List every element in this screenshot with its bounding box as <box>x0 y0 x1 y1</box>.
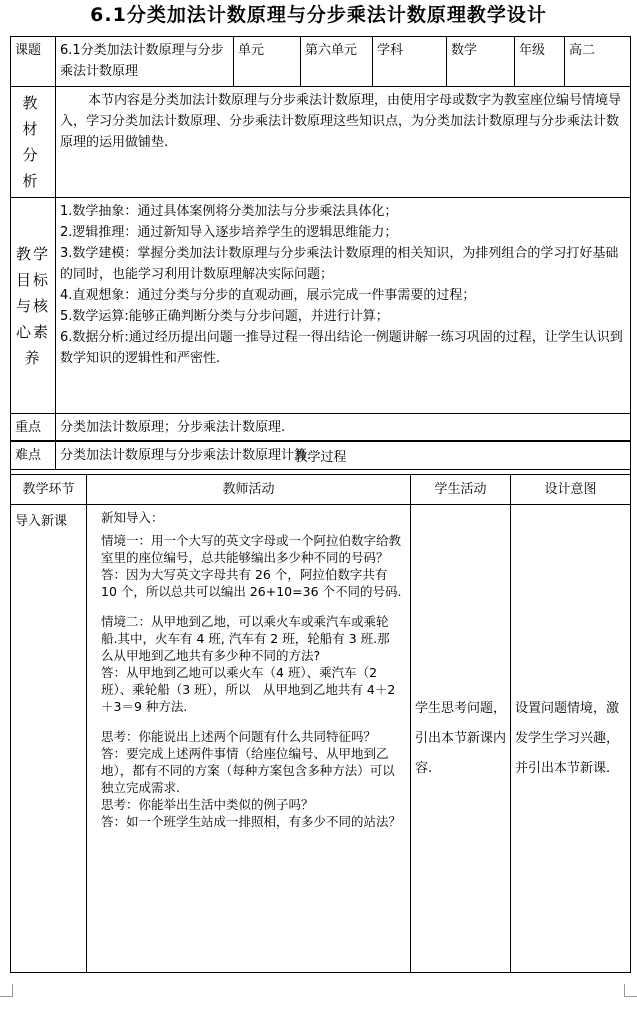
course-value: 6.1分类加法计数原理与分步乘法计数原理 <box>56 37 234 87</box>
goals-list <box>56 198 631 414</box>
goal-item: 4.直观想象：通过分类与分步的直观动画，展示完成一件事需要的过程； <box>60 288 476 303</box>
subject-value: 数学 <box>447 37 515 87</box>
key-point-label: 重点 <box>11 414 56 442</box>
page-corner-mark-right <box>624 984 637 997</box>
key-point-text: 分类加法计数原理；分步乘法计数原理. <box>56 414 631 442</box>
design-intent: 设置问题情境，激发学生学习兴趣，并引出本节新课. <box>511 505 631 973</box>
goal-item: 3.数学建模：掌握分类加法计数原理与分步乘法计数原理的相关知识，为排列组合的学习打好基础的同时，也能学习利用计数原理解决实际问题； <box>60 246 619 282</box>
analysis-text: 本节内容是分类加法计数原理与分步乘法计数原理，由使用字母或数字为教室座位编号情境导入，学习分类加法计数原理、分步乘法计数原理这些知识点，为分类加法计数原理与分步乘法计数原理的运用做铺垫. <box>56 87 631 198</box>
grade-value: 高二 <box>565 37 631 87</box>
course-label: 课题 <box>11 37 56 87</box>
goal-item: 6.数据分析:通过经历提出问题一推导过程一得出结论一例题讲解一练习巩固的过程，让学生认识到数学知识的逻辑性和严密性. <box>60 330 623 366</box>
goal-item: 2.逻辑推理：通过新知导入逐步培养学生的逻辑思维能力； <box>60 225 398 240</box>
goals-label: 教学目标与核心素养 <box>11 198 56 414</box>
col-stage-header: 教学环节 <box>11 475 87 505</box>
col-student-header: 学生活动 <box>411 475 511 505</box>
process-title: 教学过程 <box>11 441 631 475</box>
document-title: 6.1分类加法计数原理与分步乘法计数原理教学设计 <box>90 4 547 26</box>
student-activity: 学生思考问题，引出本节新课内容. <box>411 505 511 973</box>
difficulty-text: 分类加法计数原理与分步乘法计数原理计算. <box>56 442 631 470</box>
col-teacher-header: 教师活动 <box>87 475 411 505</box>
stage-cell: 导入新课 <box>11 505 87 973</box>
teaching-process-table <box>10 440 631 973</box>
difficulty-label: 难点 <box>11 442 56 470</box>
page-corner-mark-left <box>0 984 13 997</box>
unit-label: 单元 <box>234 37 301 87</box>
lesson-info-table <box>10 36 631 470</box>
grade-label: 年级 <box>515 37 565 87</box>
goal-item: 5.数学运算:能够正确判断分类与分步问题，并进行计算； <box>60 309 389 324</box>
goal-item: 1.数学抽象：通过具体案例将分类加法与分步乘法具体化； <box>60 204 398 219</box>
analysis-label: 教材分析 <box>11 87 56 198</box>
subject-label: 学科 <box>373 37 447 87</box>
teacher-activity: 新知导入： 情境一：用一个大写的英文字母或一个阿拉伯数字给教室里的座位编号，总共能够编出多少种不同的号码？ 答：因为大写英文字母共有 26 个，阿拉伯数字共有 10 个，所以总共可以编出 26+10=36 个不同的号码. 情境二：从甲地到乙地，可以乘火车或乘汽车或乘轮船.其中，火车有 4 班, 汽车有 2 班，轮船有 3 班.那么从甲地到乙地共有多少种不同的方法? 答：从甲地到乙地可以乘火车（4 班）、乘汽车（2 班）、乘轮船（3 班），所以 从甲地到乙地共有 4＋2＋3＝9 种方法. 思考：你能说出上述两个问题有什么共同特征吗？ 答：要完成上述两件事情（给座位编号、从甲地到乙地），都有不同的方案（每种方案包含多种方法）可以独立完成需求. 思考：你能举出生活中类似的例子吗？ 答：如一个班学生站成一排照相，有多少不同的站法？ <box>87 505 411 973</box>
unit-value: 第六单元 <box>301 37 373 87</box>
col-design-header: 设计意图 <box>511 475 631 505</box>
